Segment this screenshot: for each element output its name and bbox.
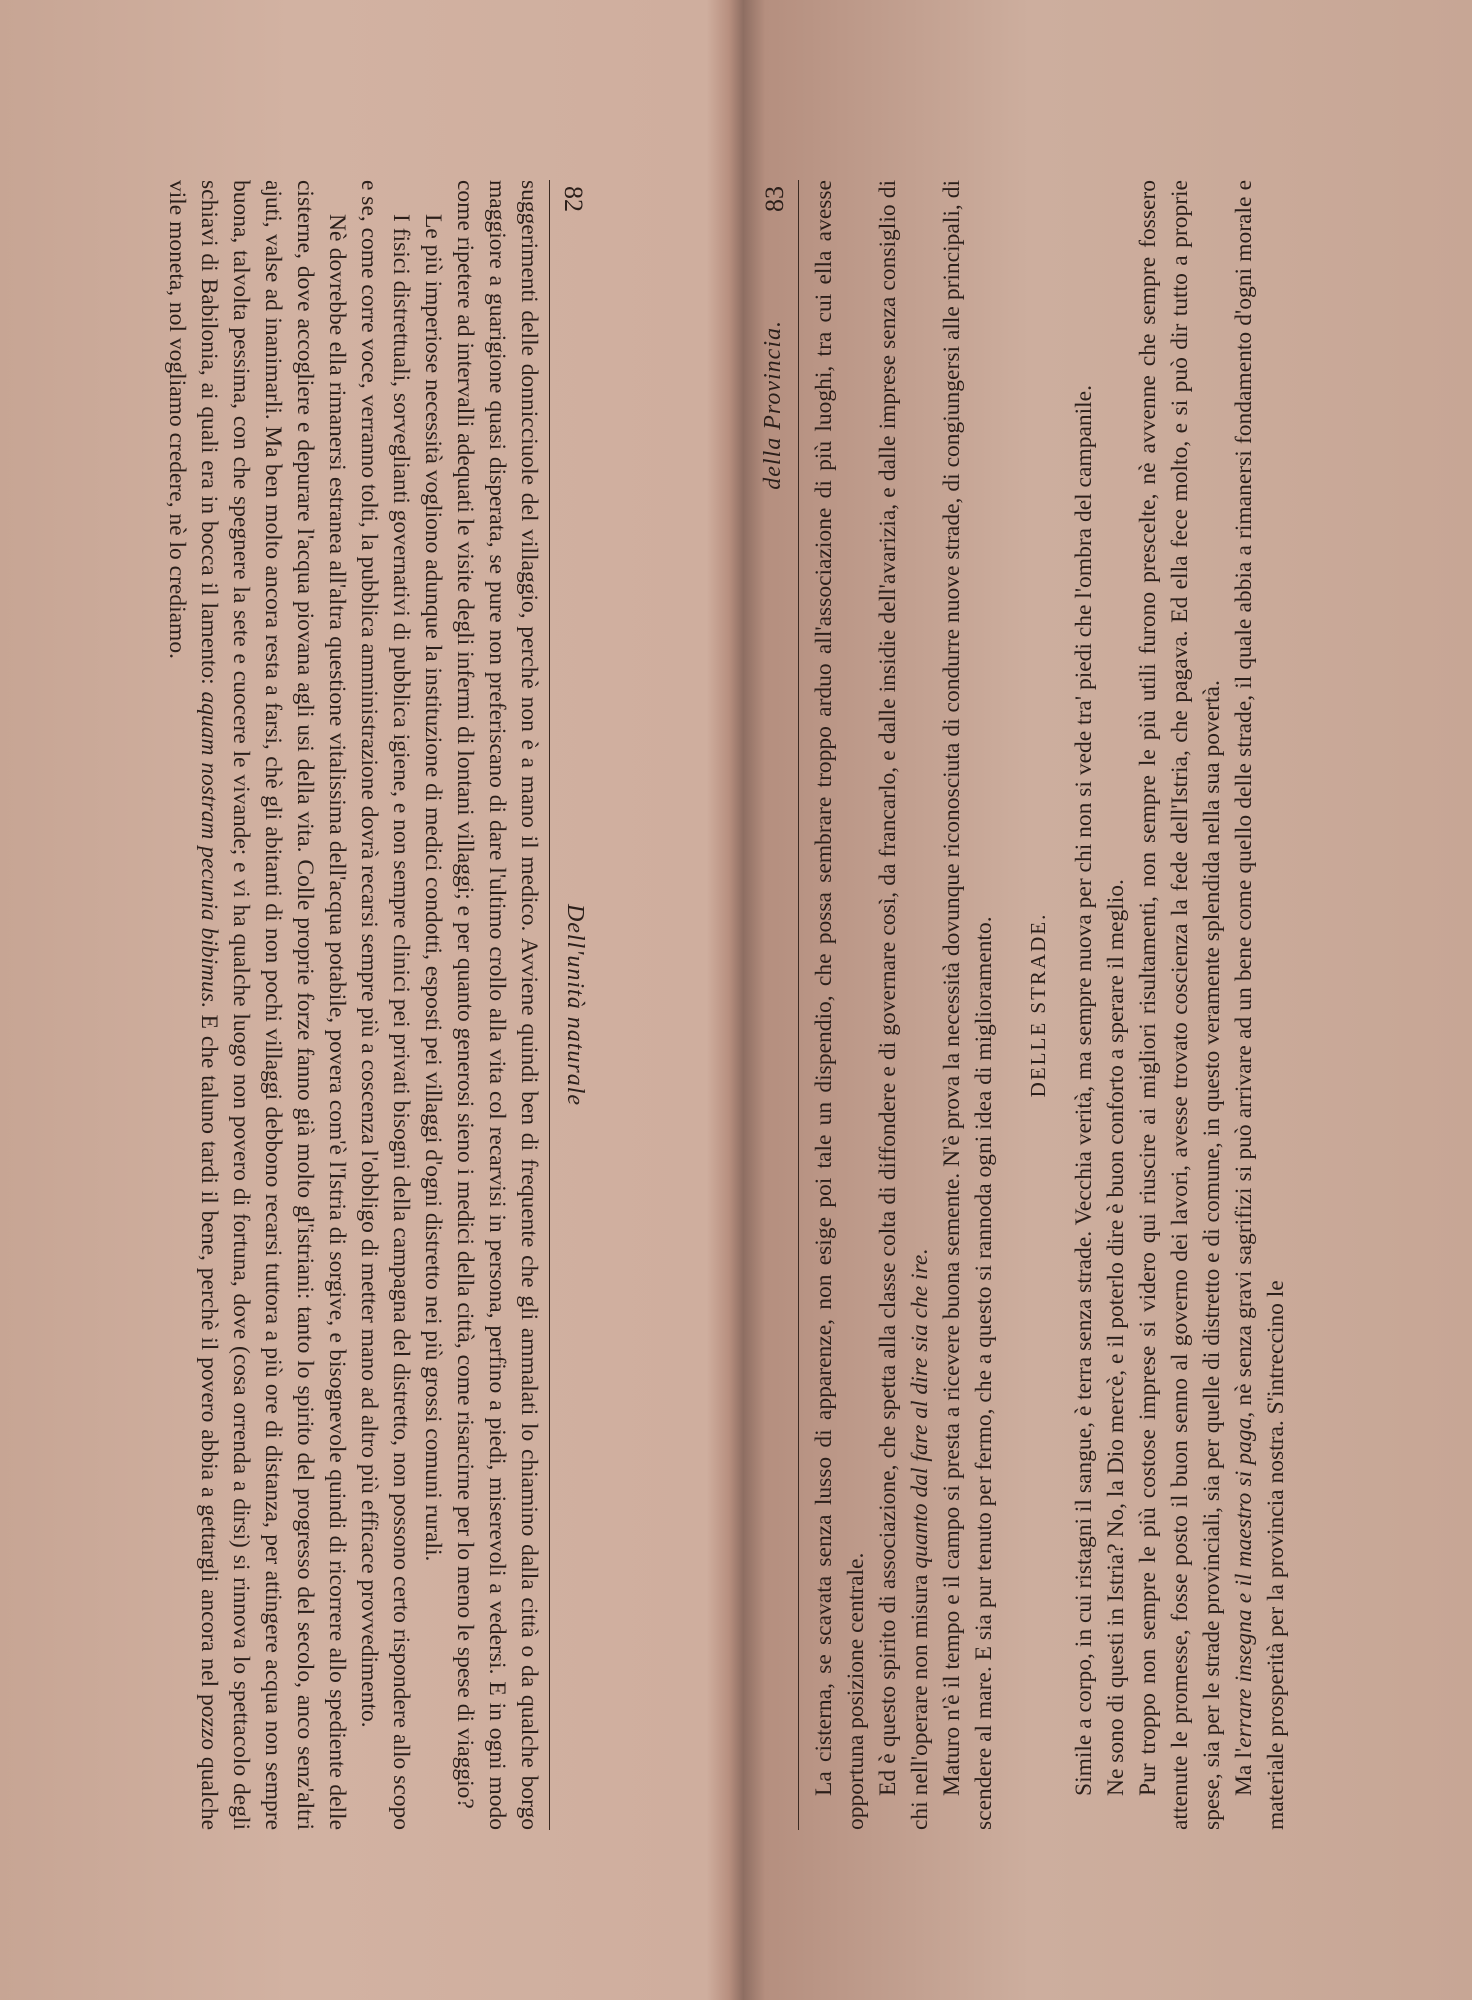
right-paragraph-text: Ed è questo spirito di associazione, che spetta alla classe colta di diffondere e di governare così, da francarlo, e dalle insidie dell'avarizia, e dalle imprese senza consiglio di chi nell'operare non misura — [875, 180, 933, 1830]
section-title: DELLE STRADE. — [1026, 912, 1050, 1098]
left-paragraph — [161, 180, 353, 1830]
right-page — [736, 0, 1472, 2000]
left-running-title: Dell'unità naturale — [562, 903, 588, 1107]
left-paragraph: Le più imperiose necessità vogliono adunque la instituzione di medici condotti, esposti pei villaggi d'ogni distretto nei più grossi comuni rurali. — [420, 214, 446, 1562]
right-paragraph — [872, 180, 936, 1830]
right-page-content — [736, 180, 1472, 1830]
left-paragraph-text: . E che taluno tardi il bene, perchè il povero abbia a gettargli ancora nel pozzo qualche vile moneta, nol vogliamo credere, nè lo crediamo. — [164, 180, 222, 1830]
italic-phrase: quanto dal fare al dire sia che ire — [907, 1254, 933, 1569]
right-running-head — [754, 180, 799, 1830]
right-paragraph-text: . — [907, 1248, 933, 1255]
right-paragraph: Ne sono di questi in Istria? No, la Dio mercè, e il poterlo dire è buon conforto a sperare il meglio. — [1103, 879, 1129, 1796]
left-page-content — [0, 180, 736, 1830]
italic-phrase: errare insegna e il maestro si paga — [1231, 1417, 1257, 1748]
right-paragraph — [1228, 180, 1292, 1830]
right-paragraph: Pur troppo non sempre le più costose imprese si videro qui riuscire ai migliori risultamenti, non sempre le più utili furono prescelte, nè avvenne che sempre fossero attenute le promesse, fosse posto il buon senno al governo dei lavori, avesse trovato coscienza la fede dell'Istria, che pagava. Ed ella fece molto, e si può dir tutto a proprie spese, sia per le strade provinciali, sia per quelle di distretto e di comune, in questo veramente splendida nella sua povertà. — [1135, 180, 1225, 1830]
right-page-number: 83 — [760, 186, 789, 212]
left-paragraph: suggerimenti delle donnicciuole del villaggio, perchè non è a mano il medico. Avviene quindi ben di frequente che gli ammalati lo chiamino dalla città o da qualche borgo maggiore a guarigione quasi disperata, se pure non preferiscano di dare l'ultimo crollo alla vita col recarvisi in persona, perfino a piedi, miserevoli a vedersi. E in ogni modo come ripetere ad intervalli adequati le visite degli infermi di lontani villaggi; e per quanto generosi sieno i medici della città, come risarcirne per lo meno le spese di viaggio? — [452, 180, 542, 1830]
right-paragraph: La cisterna, se scavata senza lusso di apparenze, non esige poi tale un dispendio, che possa sembrare troppo arduo all'associazione di più luoghi, tra cui ella avesse opportuna posizione centrale. — [811, 180, 869, 1830]
latin-quote: aquam nostram pecunia bibimus — [196, 691, 222, 1002]
right-running-title: della Provincia. — [760, 320, 786, 490]
right-paragraph: Maturo n'è il tempo e il campo si presta a ricevere buona semente. N'è prova la necessità dovunque riconosciuta di condurre nuove strade, di congiungersi alle principali, di scendere al mare. E sia pur tenuto per fermo, che a questo si rannoda ogni idea di miglioramento. — [939, 180, 997, 1830]
right-paragraph: Simile a corpo, in cui ristagni il sangue, è terra senza strade. Vecchia verità, ma sempre nuova per chi non si vede tra' piedi che l'ombra del campanile. — [1071, 385, 1097, 1796]
right-paragraph-text: Ma l' — [1231, 1747, 1257, 1796]
right-paragraph-text: , nè senza gravi sagrifizi si può arrivare ad un bene come quello delle strade, il quale abbia a rimanersi fondamento d'ogni morale e materiale prosperità per la provincia nostra. S'intreccino le — [1231, 179, 1289, 1830]
right-body-text — [808, 180, 1408, 1830]
left-body-text — [25, 180, 545, 1830]
left-paragraph: I fisici distrettuali, sorveglianti governativi di pubblica igiene, e non sempre clinici pei privati bisogni della campagna del distretto, non possono certo rispondere allo scopo e se, come corre voce, verranno tolti, la pubblica amministrazione dovrà recarsi sempre più a coscenza l'obbligo di metter mano ad altro più efficace provvedimento. — [356, 180, 414, 1830]
left-paragraph-text: Nè dovrebbe ella rimanersi estranea all'altra questione vitalissima dell'acqua potabile, povera com'è l'Istria di sorgive, e bisognevole quindi di ricorrere allo spediente delle cisterne, dove accogliere e depurare l'acqua piovana agli usi della vita. Colle proprie forze fanno già molto gl'istriani: tanto lo spirito del progresso del secolo, anco senz'altri ajuti, valse ad inanimarli. Ma ben molto ancora resta a farsi, chè gli abitanti di non pochi villaggi debbono recarsi tuttora a più ore di distanza, per attingere acqua non sempre buona, talvolta pessima, con che spegnere la sete e cuocere le vivande; e vi ha qualche luogo non povero di fortuna, dove (cosa orrenda a dirsi) si rinnova lo spettacolo degli schiavi di Babilonia, ai quali era in bocca il lamento: — [196, 180, 350, 1830]
left-page-number: 82 — [559, 186, 588, 212]
left-running-head — [549, 180, 594, 1830]
